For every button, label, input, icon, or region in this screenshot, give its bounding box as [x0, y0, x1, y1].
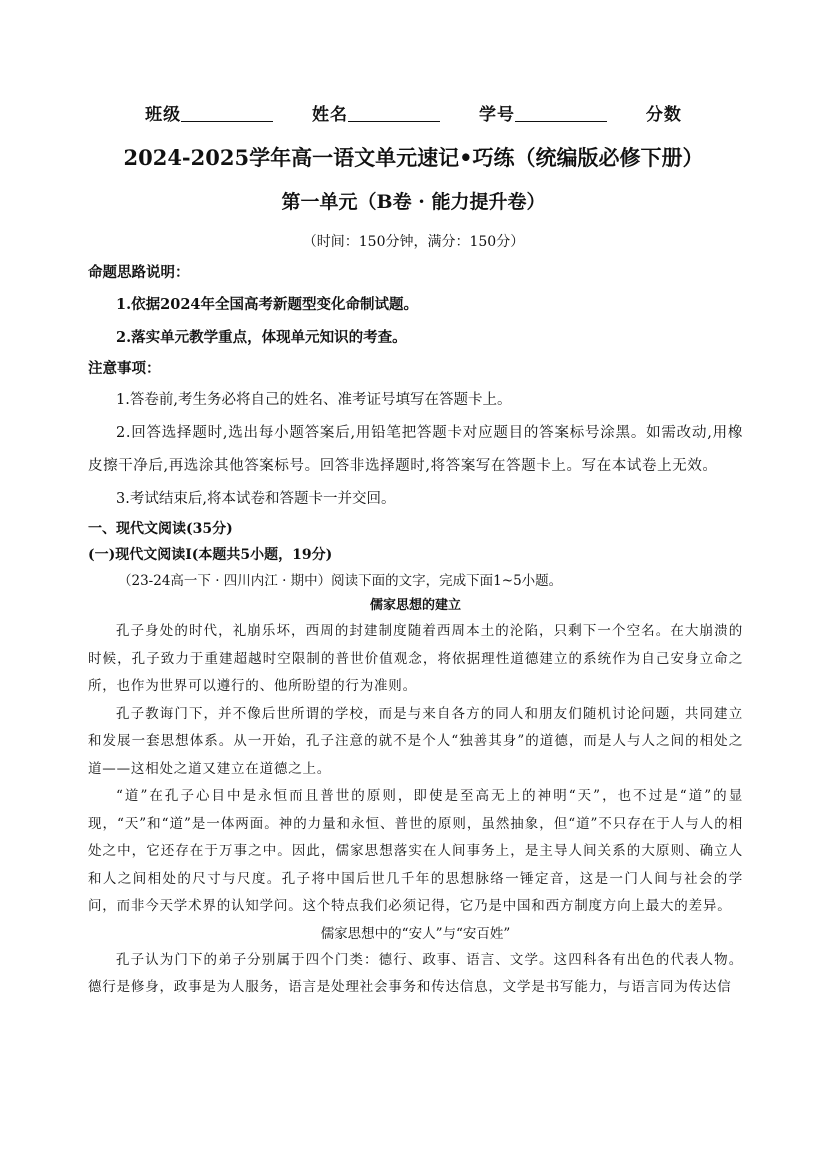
- subsection-heading: (一)现代文阅读Ⅰ(本题共5小题，19分): [88, 547, 333, 563]
- article-paragraph: 孔子身处的时代，礼崩乐坏，西周的封建制度随着西周本土的沦陷，只剩下一个空名。在大崩溃的时候，孔子致力于重建超越时空限制的普世价值观念，将依据理性道德建立的系统作为自己安身立命之所，也作为世界可以遵行的、他所盼望的行为准则。: [88, 623, 743, 694]
- notes-item: 1.答卷前,考生务必将自己的姓名、准考证号填写在答题卡上。: [116, 392, 512, 408]
- name-blank[interactable]: [348, 105, 440, 122]
- article-title: 儒家思想的建立: [369, 598, 461, 613]
- time-note: （时间：150分钟，满分：150分）: [302, 234, 525, 250]
- score-field: 分数: [645, 105, 682, 125]
- student-info-line: [0, 100, 827, 125]
- exam-subtitle: 第一单元（B卷 · 能力提升卷）: [281, 191, 546, 213]
- exam-body: [88, 258, 743, 1002]
- design-item: 2.落实单元教学重点，体现单元知识的考查。: [116, 329, 407, 346]
- notes-heading: 注意事项：: [88, 360, 161, 377]
- article-subtitle: 儒家思想中的“安人”与“安百姓”: [320, 925, 511, 942]
- class-blank[interactable]: [181, 105, 273, 122]
- design-heading: 命题思路说明：: [88, 264, 190, 281]
- name-field: 姓名: [312, 100, 440, 125]
- id-blank[interactable]: [515, 105, 607, 122]
- exam-title: 2024-2025学年高一语文单元速记•巧练（统编版必修下册）: [123, 145, 704, 170]
- article-paragraph: “道”在孔子心目中是永恒而且普世的原则，即使是至高无上的神明“天”，也不过是“道”的显现，“天”和“道”是一体两面。神的力量和永恒、普世的原则，虽然抽象，但“道”不只存在于人与人的相处之中，它还存在于万事之中。因此，儒家思想落实在人间事务上，是主导人间关系的大原则、确立人和人之间相处的尺寸与尺度。孔子将中国后世几千年的思想脉络一锤定音，这是一门人间与社会的学问，而非今天学术界的认知学问。这个特点我们必须记得，它乃是中国和西方制度方向上最大的差异。: [88, 788, 743, 914]
- notes-item: 2.回答选择题时,选出每小题答案后,用铅笔把答题卡对应题目的答案标号涂黑。如需改动,用橡皮擦干净后,再选涂其他答案标号。回答非选择题时,将答案写在答题卡上。写在本试卷上无效。: [88, 425, 743, 474]
- source-note: （23-24高一下 · 四川内江 · 期中）阅读下面的文字，完成下面1~5小题。: [118, 573, 563, 589]
- article-paragraph: 孔子教诲门下，并不像后世所谓的学校，而是与来自各方的同人和朋友们随机讨论问题，共同建立和发展一套思想体系。从一开始，孔子注意的就不是个人“独善其身”的道德，而是人与人之间的相处之道——这相处之道又建立在道德之上。: [88, 705, 743, 777]
- section-heading: 一、现代文阅读(35分): [88, 521, 233, 537]
- design-item: 1.依据2024年全国高考新题型变化命制试题。: [116, 296, 418, 313]
- class-field: 班级: [145, 100, 273, 125]
- notes-item: 3.考试结束后,将本试卷和答题卡一并交回。: [116, 491, 396, 507]
- id-field: 学号: [479, 100, 607, 125]
- article-paragraph: 孔子认为门下的弟子分别属于四个门类：德行、政事、语言、文学。这四科各有出色的代表人物。德行是修身，政事是为人服务，语言是处理社会事务和传达信息，文学是书写能力，与语言同为传达信: [88, 951, 743, 995]
